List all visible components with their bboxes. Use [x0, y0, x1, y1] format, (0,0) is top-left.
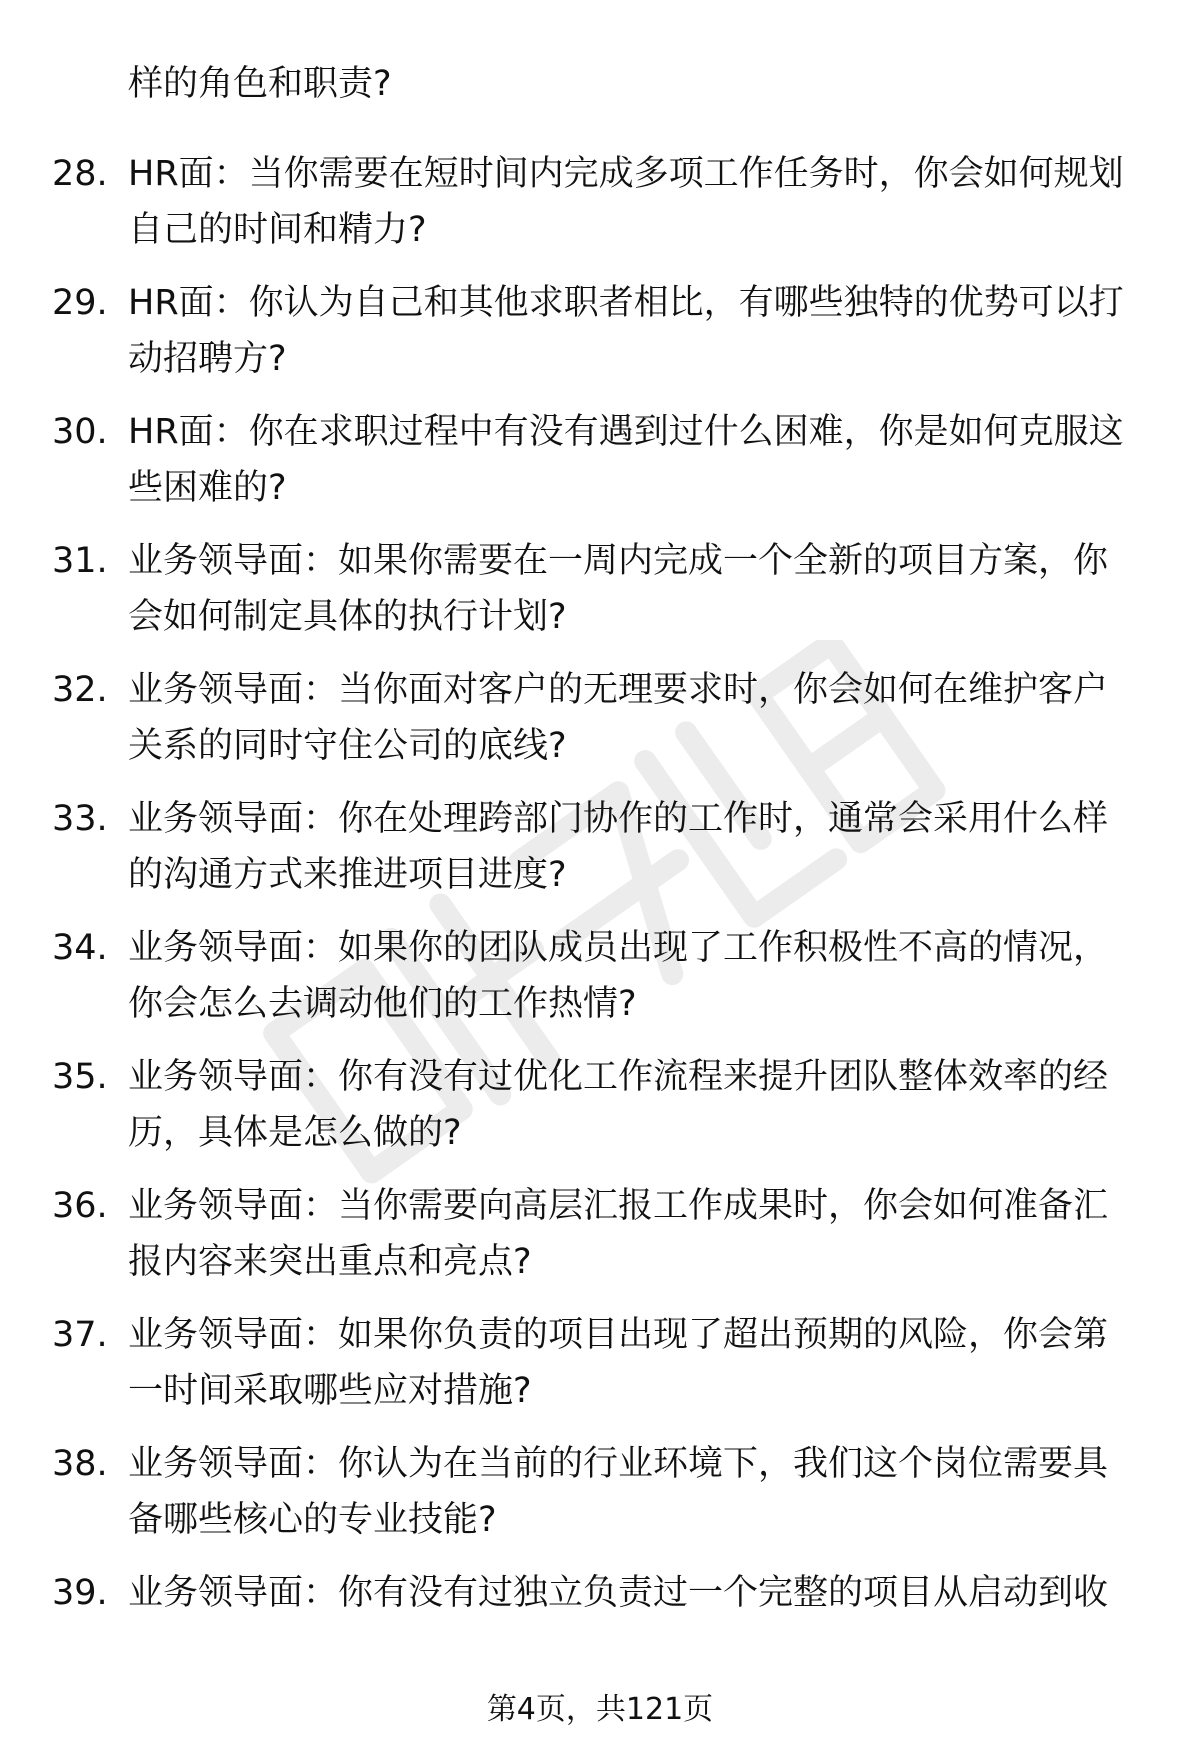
question-text: 业务领导面：你认为在当前的行业环境下，我们这个岗位需要具备哪些核心的专业技能?	[128, 1444, 1109, 1540]
question-text: HR面：当你需要在短时间内完成多项工作任务时，你会如何规划自己的时间和精力?	[128, 154, 1124, 250]
question-item	[0, 1436, 1200, 1565]
question-number: 34.	[52, 928, 108, 968]
question-item	[0, 1178, 1200, 1307]
question-text: 业务领导面：当你需要向高层汇报工作成果时，你会如何准备汇报内容来突出重点和亮点?	[128, 1186, 1109, 1282]
question-text: HR面：你认为自己和其他求职者相比，有哪些独特的优势可以打动招聘方?	[128, 283, 1124, 379]
question-list	[0, 146, 1200, 1694]
page-footer: 第4页，共121页	[486, 1692, 714, 1727]
question-item	[0, 791, 1200, 920]
question-text: 业务领导面：当你面对客户的无理要求时，你会如何在维护客户关系的同时守住公司的底线?	[128, 670, 1109, 766]
question-item	[0, 1565, 1200, 1694]
question-number: 37.	[52, 1315, 108, 1355]
question-item	[0, 662, 1200, 791]
question-number: 35.	[52, 1057, 108, 1097]
question-item	[0, 404, 1200, 533]
question-number: 38.	[52, 1444, 108, 1484]
question-number: 32.	[52, 670, 108, 710]
question-text: 业务领导面：你有没有过独立负责过一个完整的项目从启动到收	[128, 1573, 1109, 1613]
question-number: 29.	[52, 283, 108, 323]
question-number: 30.	[52, 412, 108, 452]
question-number: 33.	[52, 799, 108, 839]
question-text: HR面：你在求职过程中有没有遇到过什么困难，你是如何克服这些困难的?	[128, 412, 1124, 508]
question-text: 业务领导面：你有没有过优化工作流程来提升团队整体效率的经历，具体是怎么做的?	[128, 1057, 1109, 1153]
question-text: 业务领导面：如果你需要在一周内完成一个全新的项目方案，你会如何制定具体的执行计划?	[128, 541, 1109, 637]
question-number: 36.	[52, 1186, 108, 1226]
question-number: 31.	[52, 541, 108, 581]
question-number: 28.	[52, 154, 108, 194]
question-item	[0, 275, 1200, 404]
question-text: 业务领导面：如果你的团队成员出现了工作积极性不高的情况，你会怎么去调动他们的工作热情?	[128, 928, 1109, 1024]
question-text: 业务领导面：你在处理跨部门协作的工作时，通常会采用什么样的沟通方式来推进项目进度?	[128, 799, 1109, 895]
question-item	[0, 920, 1200, 1049]
question-text: 业务领导面：如果你负责的项目出现了超出预期的风险，你会第一时间采取哪些应对措施?	[128, 1315, 1109, 1411]
continuation-text: 样的角色和职责?	[128, 64, 392, 104]
question-item	[0, 1307, 1200, 1436]
question-item	[0, 146, 1200, 275]
question-item	[0, 533, 1200, 662]
question-item	[0, 1049, 1200, 1178]
question-number: 39.	[52, 1573, 108, 1613]
